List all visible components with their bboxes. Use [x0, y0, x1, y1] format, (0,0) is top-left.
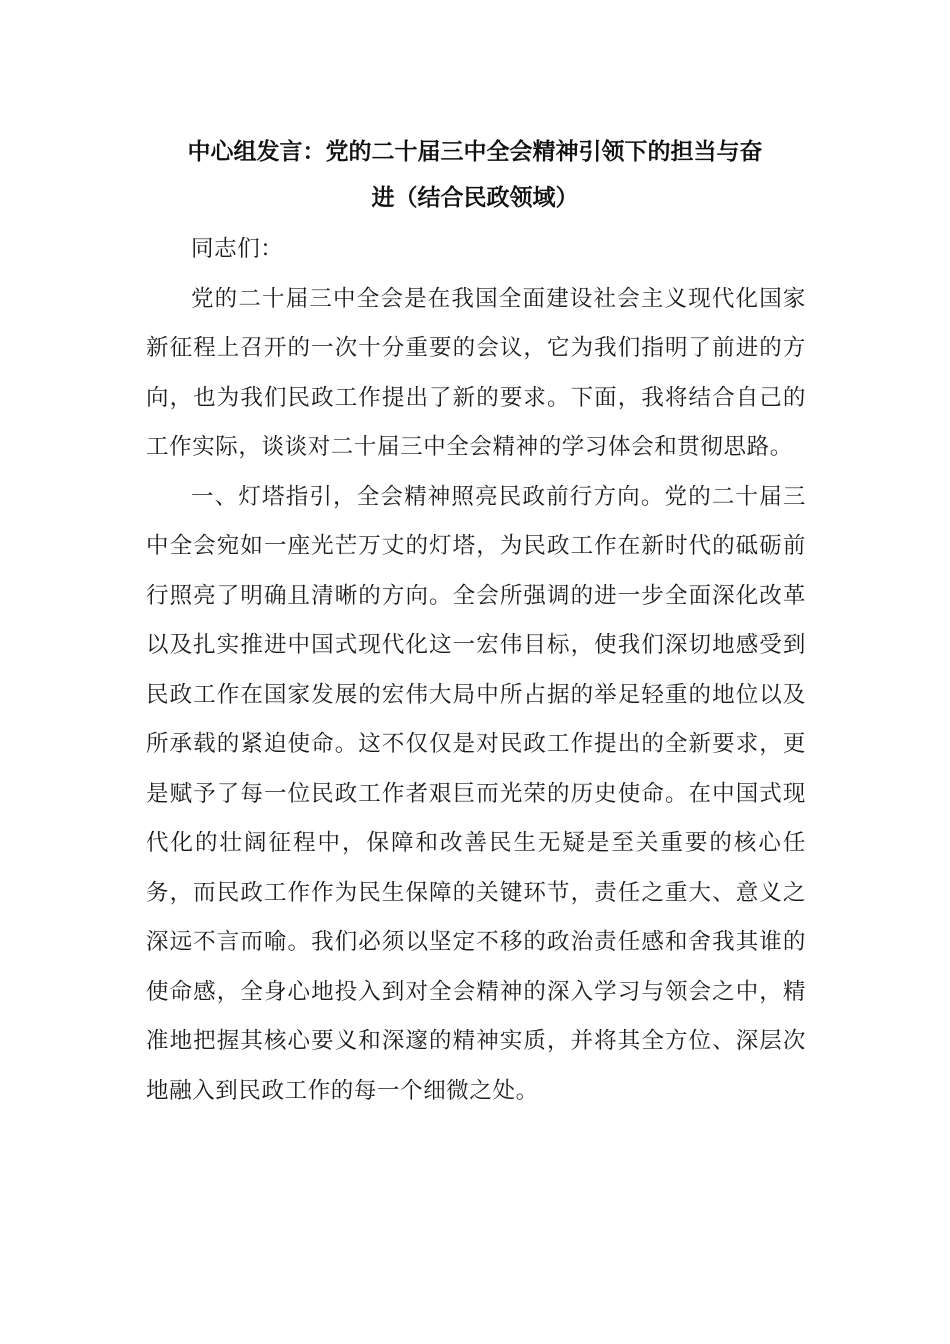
document-title-line-1: 中心组发言：党的二十届三中全会精神引领下的担当与奋	[187, 139, 763, 165]
document-body	[146, 225, 806, 1116]
document-title-line-2: 进（结合民政领域）	[371, 185, 579, 211]
greeting: 同志们：	[191, 236, 284, 262]
paragraph-intro: 党的二十届三中全会是在我国全面建设社会主义现代化国家新征程上召开的一次十分重要的会议，它为我们指明了前进的方向，也为我们民政工作提出了新的要求。下面，我将结合自己的工作实际，谈谈对二十届三中全会精神的学习体会和贯彻思路。	[146, 285, 806, 460]
paragraph-section-one: 一、灯塔指引，全会精神照亮民政前行方向。党的二十届三中全会宛如一座光芒万丈的灯塔，为民政工作在新时代的砥砺前行照亮了明确且清晰的方向。全会所强调的进一步全面深化改革以及扎实推进中国式现代化这一宏伟目标，使我们深切地感受到民政工作在国家发展的宏伟大局中所占据的举足轻重的地位以及所承载的紧迫使命。这不仅仅是对民政工作提出的全新要求，更是赋予了每一位民政工作者艰巨而光荣的历史使命。在中国式现代化的壮阔征程中，保障和改善民生无疑是至关重要的核心任务，而民政工作作为民生保障的关键环节，责任之重大、意义之深远不言而喻。我们必须以坚定不移的政治责任感和舍我其谁的使命感，全身心地投入到对全会精神的深入学习与领会之中，精准地把握其核心要义和深邃的精神实质，并将其全方位、深层次地融入到民政工作的每一个细微之处。	[146, 483, 806, 1104]
